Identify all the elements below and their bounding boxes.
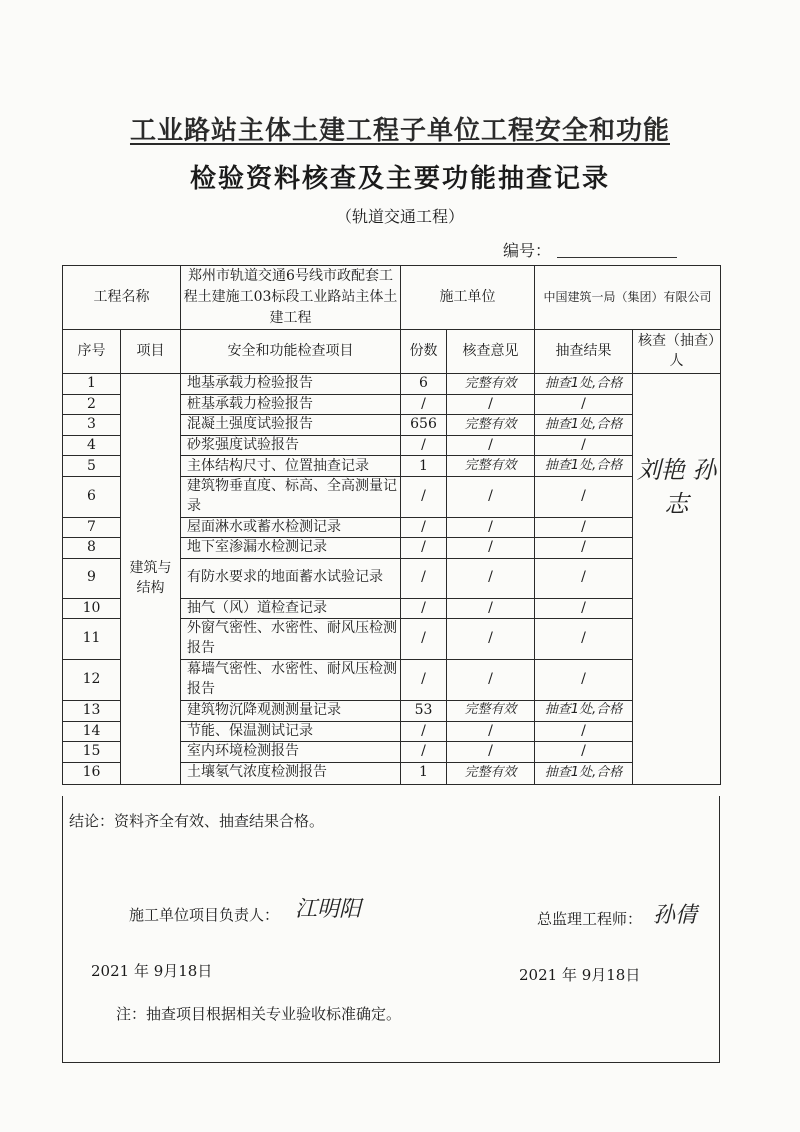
project-name-value: 郑州市轨道交通6号线市政配套工程土建施工03标段工业路站主体土建工程 (181, 266, 401, 330)
review-opinion: 完整有效 (447, 456, 535, 477)
copies-count: / (401, 394, 447, 415)
supervisor-label: 总监理工程师： (537, 910, 643, 928)
date-left: 2021 年 9月18日 (91, 962, 213, 980)
row-number: 10 (63, 598, 121, 619)
copies-count: 1 (401, 456, 447, 477)
row-number: 8 (63, 538, 121, 559)
spot-check-result: 抽查1处,合格 (535, 700, 633, 721)
project-name-label: 工程名称 (63, 266, 181, 330)
copies-count: / (401, 598, 447, 619)
spot-check-result: 抽查1处,合格 (535, 762, 633, 784)
review-opinion: / (447, 598, 535, 619)
copies-count: / (401, 742, 447, 763)
copies-count: / (401, 477, 447, 517)
row-number: 11 (63, 619, 121, 659)
header-row-project (63, 266, 721, 330)
table-row (63, 374, 721, 395)
spot-check-result: 抽查1处,合格 (535, 456, 633, 477)
check-item: 抽气（风）道检查记录 (181, 598, 401, 619)
row-number: 1 (63, 374, 121, 395)
review-opinion: / (447, 742, 535, 763)
reviewer-signature: 刘艳 孙志 (633, 374, 721, 785)
copies-count: 6 (401, 374, 447, 395)
spot-check-result: / (535, 435, 633, 456)
check-item: 节能、保温测试记录 (181, 721, 401, 742)
column-header-row (63, 330, 721, 374)
spot-check-result: / (535, 598, 633, 619)
check-item: 地下室渗漏水检测记录 (181, 538, 401, 559)
review-opinion: / (447, 477, 535, 517)
col-header-spot-result: 抽查结果 (535, 330, 633, 374)
row-number: 6 (63, 477, 121, 517)
review-opinion: 完整有效 (447, 700, 535, 721)
review-opinion: 完整有效 (447, 374, 535, 395)
inspection-table (62, 265, 721, 785)
copies-count: 53 (401, 700, 447, 721)
copies-count: 656 (401, 415, 447, 436)
check-item: 有防水要求的地面蓄水试验记录 (181, 558, 401, 598)
spot-check-result: / (535, 721, 633, 742)
date-right: 2021 年 9月18日 (519, 966, 641, 984)
review-opinion: / (447, 517, 535, 538)
check-item: 桩基承载力检验报告 (181, 394, 401, 415)
copies-count: / (401, 435, 447, 456)
copies-count: / (401, 659, 447, 700)
check-item: 地基承载力检验报告 (181, 374, 401, 395)
spot-check-result: 抽查1处,合格 (535, 415, 633, 436)
spot-check-result: / (535, 538, 633, 559)
spot-check-result: / (535, 558, 633, 598)
row-number: 16 (63, 762, 121, 784)
check-item: 建筑物垂直度、标高、全高测量记录 (181, 477, 401, 517)
row-number: 15 (63, 742, 121, 763)
row-number: 13 (63, 700, 121, 721)
copies-count: / (401, 619, 447, 659)
col-header-copies: 份数 (401, 330, 447, 374)
document-subtitle: （轨道交通工程） (335, 207, 464, 226)
copies-count: / (401, 517, 447, 538)
spot-check-result: 抽查1处,合格 (535, 374, 633, 395)
copies-count: / (401, 538, 447, 559)
review-opinion: / (447, 619, 535, 659)
row-number: 9 (63, 558, 121, 598)
row-number: 3 (63, 415, 121, 436)
spot-check-result: / (535, 517, 633, 538)
check-item: 主体结构尺寸、位置抽查记录 (181, 456, 401, 477)
row-number: 2 (63, 394, 121, 415)
check-item: 室内环境检测报告 (181, 742, 401, 763)
row-number: 14 (63, 721, 121, 742)
row-number: 7 (63, 517, 121, 538)
review-opinion: / (447, 558, 535, 598)
check-item: 幕墙气密性、水密性、耐风压检测报告 (181, 659, 401, 700)
supervisor-signature: 孙倩 (653, 903, 698, 928)
copies-count: 1 (401, 762, 447, 784)
spot-check-result: / (535, 659, 633, 700)
review-opinion: / (447, 435, 535, 456)
check-item: 砂浆强度试验报告 (181, 435, 401, 456)
check-item: 土壤氡气浓度检测报告 (181, 762, 401, 784)
spot-check-result: / (535, 619, 633, 659)
check-item: 混凝土强度试验报告 (181, 415, 401, 436)
copies-count: / (401, 721, 447, 742)
spot-check-result: / (535, 477, 633, 517)
serial-blank-line (557, 257, 677, 258)
category-cell: 建筑与结构 (121, 374, 181, 785)
document-title-line2: 检验资料核查及主要功能抽查记录 (189, 164, 610, 194)
review-opinion: / (447, 659, 535, 700)
col-header-no: 序号 (63, 330, 121, 374)
col-header-check-item: 安全和功能检查项目 (181, 330, 401, 374)
review-opinion: / (447, 538, 535, 559)
serial-number (503, 238, 677, 261)
row-number: 5 (63, 456, 121, 477)
review-opinion: 完整有效 (447, 762, 535, 784)
footnote: 注：抽查项目根据相关专业验收标准确定。 (116, 1005, 402, 1023)
serial-label: 编号： (503, 241, 552, 260)
col-header-review: 核查意见 (447, 330, 535, 374)
review-opinion: 完整有效 (447, 415, 535, 436)
spot-check-result: / (535, 394, 633, 415)
copies-count: / (401, 558, 447, 598)
spot-check-result: / (535, 742, 633, 763)
project-lead-signature: 江明阳 (295, 897, 362, 922)
construction-unit-label: 施工单位 (401, 266, 535, 330)
review-opinion: / (447, 721, 535, 742)
check-item: 屋面淋水或蓄水检测记录 (181, 517, 401, 538)
project-lead-label: 施工单位项目负责人： (129, 906, 280, 924)
check-item: 建筑物沉降观测测量记录 (181, 700, 401, 721)
review-opinion: / (447, 394, 535, 415)
document-title-line1: 工业路站主体土建工程子单位工程安全和功能 (129, 116, 670, 146)
col-header-item: 项目 (121, 330, 181, 374)
check-item: 外窗气密性、水密性、耐风压检测报告 (181, 619, 401, 659)
conclusion-text: 结论：资料齐全有效、抽查结果合格。 (69, 812, 325, 830)
row-number: 4 (63, 435, 121, 456)
construction-unit-value: 中国建筑一局（集团）有限公司 (535, 266, 721, 330)
col-header-reviewer: 核查（抽查）人 (633, 330, 721, 374)
row-number: 12 (63, 659, 121, 700)
